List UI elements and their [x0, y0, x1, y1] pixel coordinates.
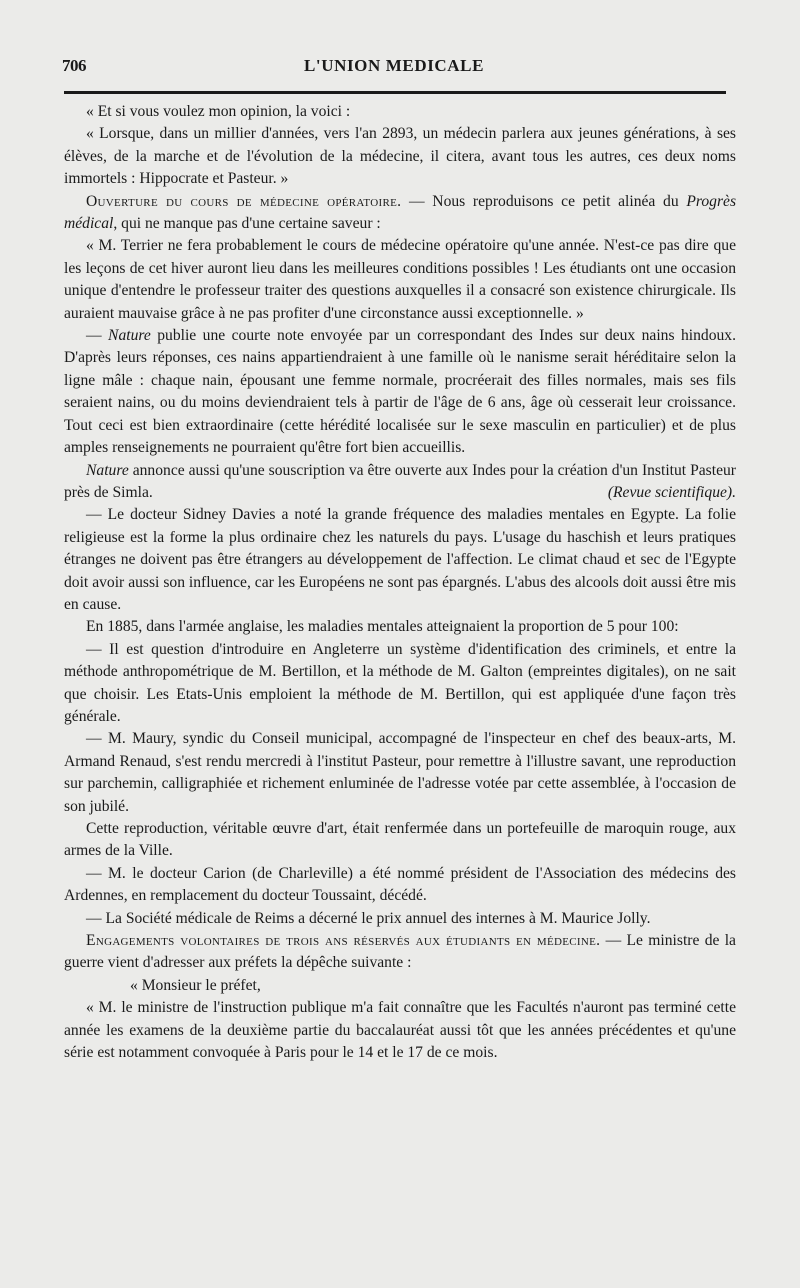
paragraph: « Lorsque, dans un millier d'années, vers l'an 2893, un médecin parlera aux jeunes générations, à ses élèves, de la marche et de l'évolution de la médecine, il citera, avant tous les autres, ces deux noms immortels : Hippocrate et Pasteur. »	[64, 125, 736, 188]
paragraph: « M. le ministre de l'instruction publique m'a fait connaître que les Facultés n'auront pas terminé cette année les examens de la deuxième partie du baccalauréat aussi tôt que les années précédentes et qu'une série est notamment convoquée à Paris pour le 14 et le 17 de ce mois.	[64, 999, 736, 1062]
paragraph: — M. Maury, syndic du Conseil municipal, accompagné de l'inspecteur en chef des beaux-arts, M. Armand Renaud, s'est rendu mercredi à l'institut Pasteur, pour remettre à l'illustre savant, une reproduction sur parchemin, calligraphiée et richement enluminée de l'adresse votée par cette assemblée, à l'occasion de son jubilé.	[64, 730, 736, 815]
source-citation: (Revue scientifique).	[607, 483, 736, 501]
running-title: L'UNION MEDICALE	[303, 56, 485, 75]
paragraph: En 1885, dans l'armée anglaise, les maladies mentales atteignaient la proportion de 5 pour 100:	[86, 618, 679, 636]
page-number: 706	[62, 56, 86, 75]
paragraph: « Et si vous voulez mon opinion, la voici :	[86, 103, 351, 120]
paragraph: — Le docteur Sidney Davies a noté la grande fréquence des maladies mentales en Egypte. La folie religieuse est la forme la plus ordinaire chez les naturels du pays. L'usage du haschish et leurs pratiques étranges ne doivent pas être étrangers au développement de l'affection. Le climat chaud et sec de l'Egypte doit avoir aussi son influence, car les Européens ne sont pas épargnés. L'abus des alcools doit aussi être mis en cause.	[64, 506, 736, 613]
paragraph: — Nature publie une courte note envoyée par un correspondant des Indes sur deux nains hindoux. D'après leurs réponses, ces nains appartiendraient à une famille où le nanisme serait héréditaire selon la ligne mâle : chaque nain, épousant une femme normale, procréerait des filles normales, mais ses fils seraient nains, ou du moins deviendraient tels à partir de l'âge de 6 ans, âge où cesserait leur croissance. Tout ceci est bien extraordinaire (cette hérédité localisée sur le sexe masculin en particulier) et de plus amples renseignements ne pourraient qu'être fort bien accueillis.	[64, 327, 736, 457]
paragraph: — M. le docteur Carion (de Charleville) a été nommé président de l'Association des médecins des Ardennes, en remplacement du docteur Toussaint, décédé.	[64, 864, 736, 905]
paragraph: — Il est question d'introduire en Angleterre un système d'identification des criminels, et entre la méthode anthropométrique de M. Bertillon, et la méthode de M. Galton (empreintes digitales), on ne sait que choisir. Les Etats-Unis emploient la méthode de M. Bertillon, qui est appliquée d'une façon très générale.	[64, 640, 736, 725]
paragraph: Ouverture du cours de médecine opératoire. — Nous reproduisons ce petit alinéa du Progrès médical, qui ne manque pas d'une certaine saveur :	[64, 192, 737, 233]
paragraph: — La Société médicale de Reims a décerné le prix annuel des internes à M. Maurice Jolly.	[86, 909, 651, 927]
header-rule	[64, 91, 726, 94]
section-heading: Engagements volontaires de trois ans réservés aux étudiants en médecine.	[86, 932, 601, 950]
paragraph: Engagements volontaires de trois ans réservés aux étudiants en médecine. — Le ministre de la guerre vient d'adresser aux préfets la dépêche suivante :	[64, 932, 736, 972]
letter-salutation: « Monsieur le préfet,	[130, 976, 261, 994]
paragraph: Cette reproduction, véritable œuvre d'art, était renfermée dans un portefeuille de maroquin rouge, aux armes de la Ville.	[64, 820, 736, 860]
body-text	[64, 101, 736, 1064]
paragraph: « M. Terrier ne fera probablement le cours de médecine opératoire qu'une année. N'est-ce pas dire que les leçons de cet hiver auront lieu dans les meilleures conditions possibles ! Les étudiants ont une occasion unique d'entendre le professeur traiter des questions auxquelles il a consacré son existence chirurgicale. Ils auraient mauvaise grâce à ne pas profiter d'une circonstance aussi exceptionnelle. »	[64, 237, 736, 322]
page-header	[62, 56, 726, 86]
paragraph: Nature annonce aussi qu'une souscription va être ouverte aux Indes pour la création d'un Institut Pasteur près de Simla. (Revue scientifique).	[64, 460, 736, 505]
section-heading: Ouverture du cours de médecine opératoire.	[86, 192, 402, 210]
